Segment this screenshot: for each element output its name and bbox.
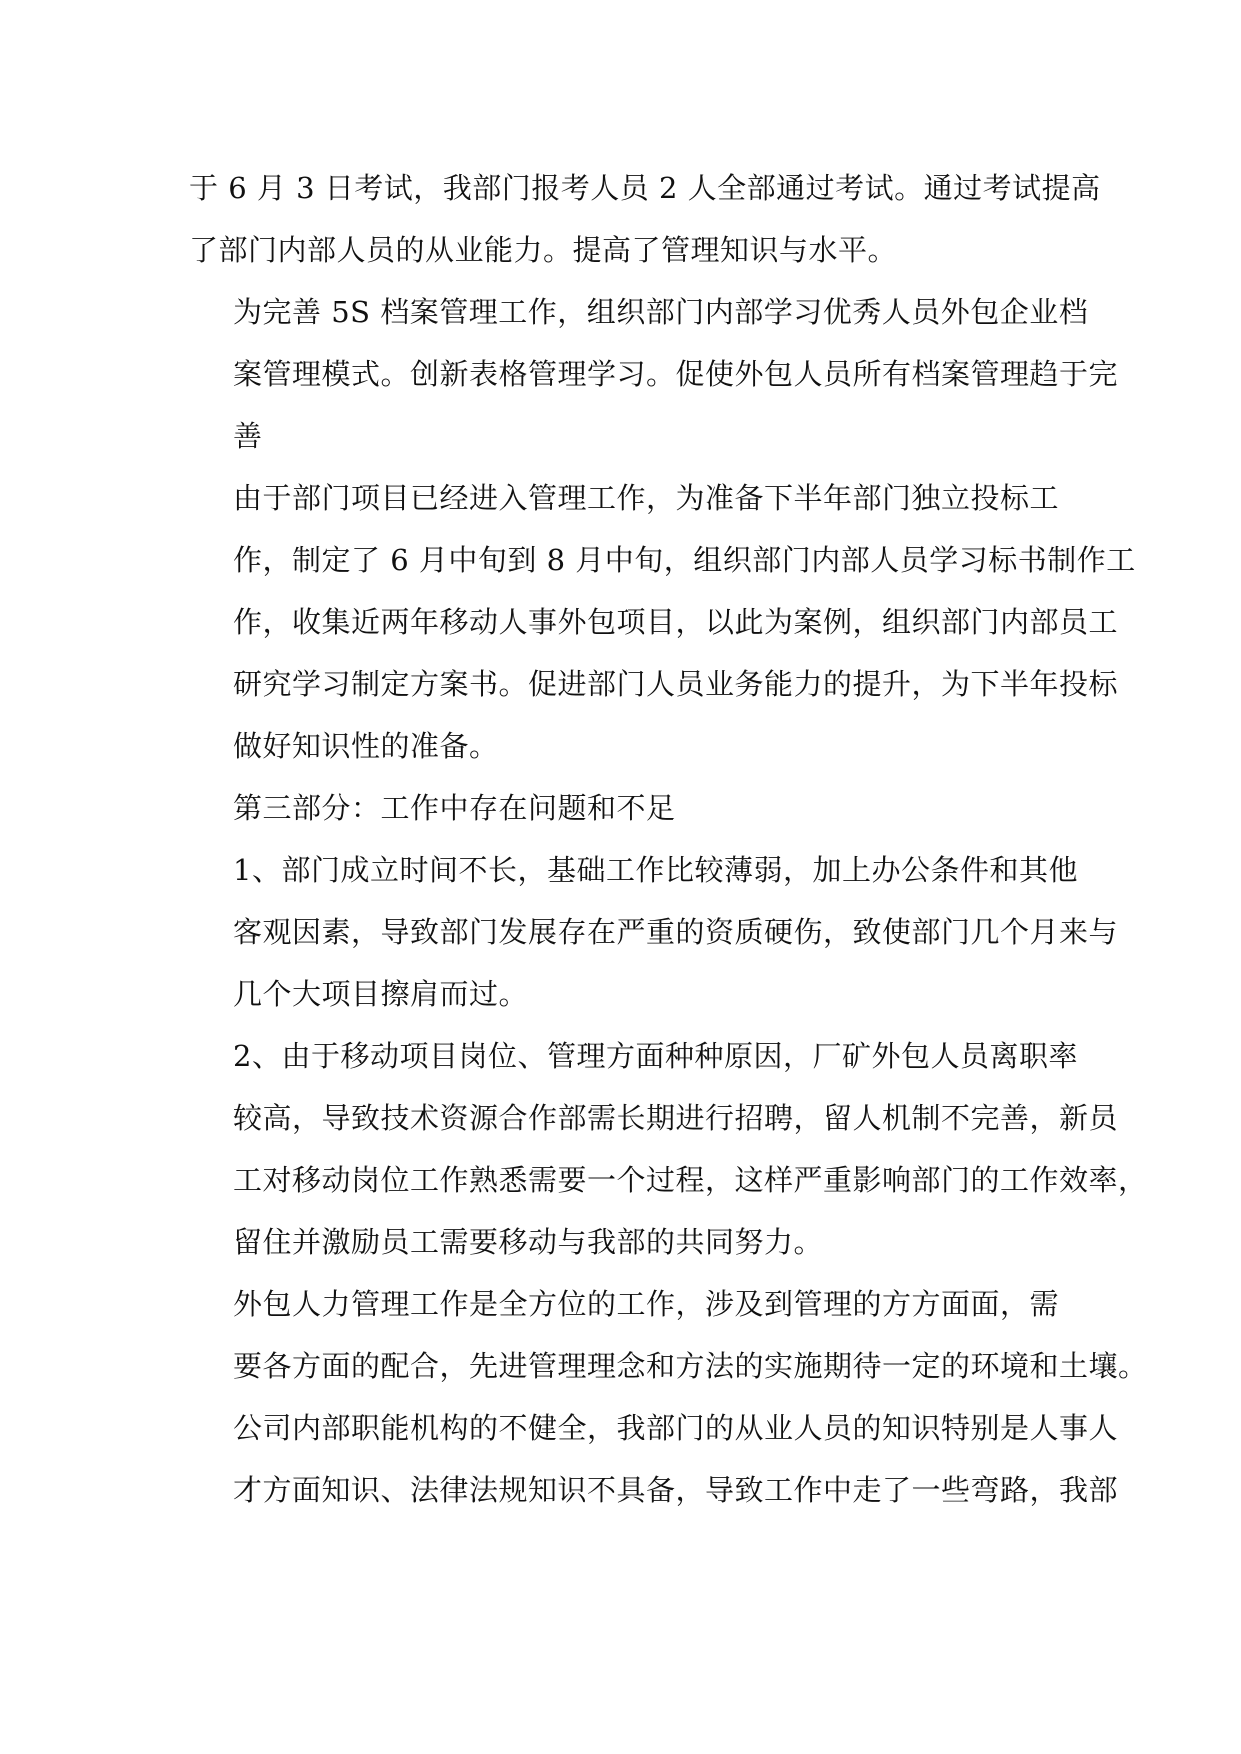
text-line: 作，收集近两年移动人事外包项目，以此为案例，组织部门内部员工 — [233, 605, 1119, 639]
text-line: 于 6 月 3 日考试，我部门报考人员 2 人全部通过考试。通过考试提高 — [189, 171, 1101, 205]
text-line: 由于部门项目已经进入管理工作，为准备下半年部门独立投标工 — [233, 481, 1060, 515]
paragraph-issue-1 — [189, 839, 1119, 1025]
text-line: 作，制定了 6 月中旬到 8 月中旬，组织部门内部人员学习标书制作工 — [233, 543, 1136, 577]
paragraph-bidding-preparation — [189, 467, 1136, 777]
text-line: 案管理模式。创新表格管理学习。促使外包人员所有档案管理趋于完 — [233, 357, 1119, 391]
text-line: 外包人力管理工作是全方位的工作，涉及到管理的方方面面，需 — [233, 1287, 1060, 1321]
text-line: 公司内部职能机构的不健全，我部门的从业人员的知识特别是人事人 — [233, 1411, 1119, 1445]
text-line: 才方面知识、法律法规知识不具备，导致工作中走了一些弯路，我部 — [233, 1473, 1119, 1507]
text-line: 做好知识性的准备。 — [233, 729, 499, 763]
text-line: 了部门内部人员的从业能力。提高了管理知识与水平。 — [189, 233, 898, 267]
text-line: 研究学习制定方案书。促进部门人员业务能力的提升，为下半年投标 — [233, 667, 1119, 701]
text-line: 工对移动岗位工作熟悉需要一个过程，这样严重影响部门的工作效率， — [233, 1163, 1148, 1197]
text-line: 1、部门成立时间不长，基础工作比较薄弱，加上办公条件和其他 — [233, 853, 1078, 887]
text-line: 善 — [233, 419, 263, 453]
section-heading-part-three — [189, 777, 1069, 839]
paragraph-outsourcing-management — [189, 1273, 1148, 1521]
text-line: 为完善 5S 档案管理工作，组织部门内部学习优秀人员外包企业档 — [233, 295, 1089, 329]
paragraph-5s-archive — [189, 281, 1119, 467]
paragraph-issue-2 — [189, 1025, 1148, 1273]
text-line: 留住并激励员工需要移动与我部的共同努力。 — [233, 1225, 824, 1259]
section-heading: 第三部分：工作中存在问题和不足 — [233, 791, 676, 825]
document-body — [189, 157, 1148, 1521]
paragraph-exam-result — [189, 157, 1101, 281]
text-line: 2、由于移动项目岗位、管理方面种种原因，厂矿外包人员离职率 — [233, 1039, 1078, 1073]
text-line: 几个大项目擦肩而过。 — [233, 977, 529, 1011]
text-line: 客观因素，导致部门发展存在严重的资质硬伤，致使部门几个月来与 — [233, 915, 1119, 949]
text-line: 要各方面的配合，先进管理理念和方法的实施期待一定的环境和土壤。 — [233, 1349, 1148, 1383]
text-line: 较高，导致技术资源合作部需长期进行招聘，留人机制不完善，新员 — [233, 1101, 1119, 1135]
